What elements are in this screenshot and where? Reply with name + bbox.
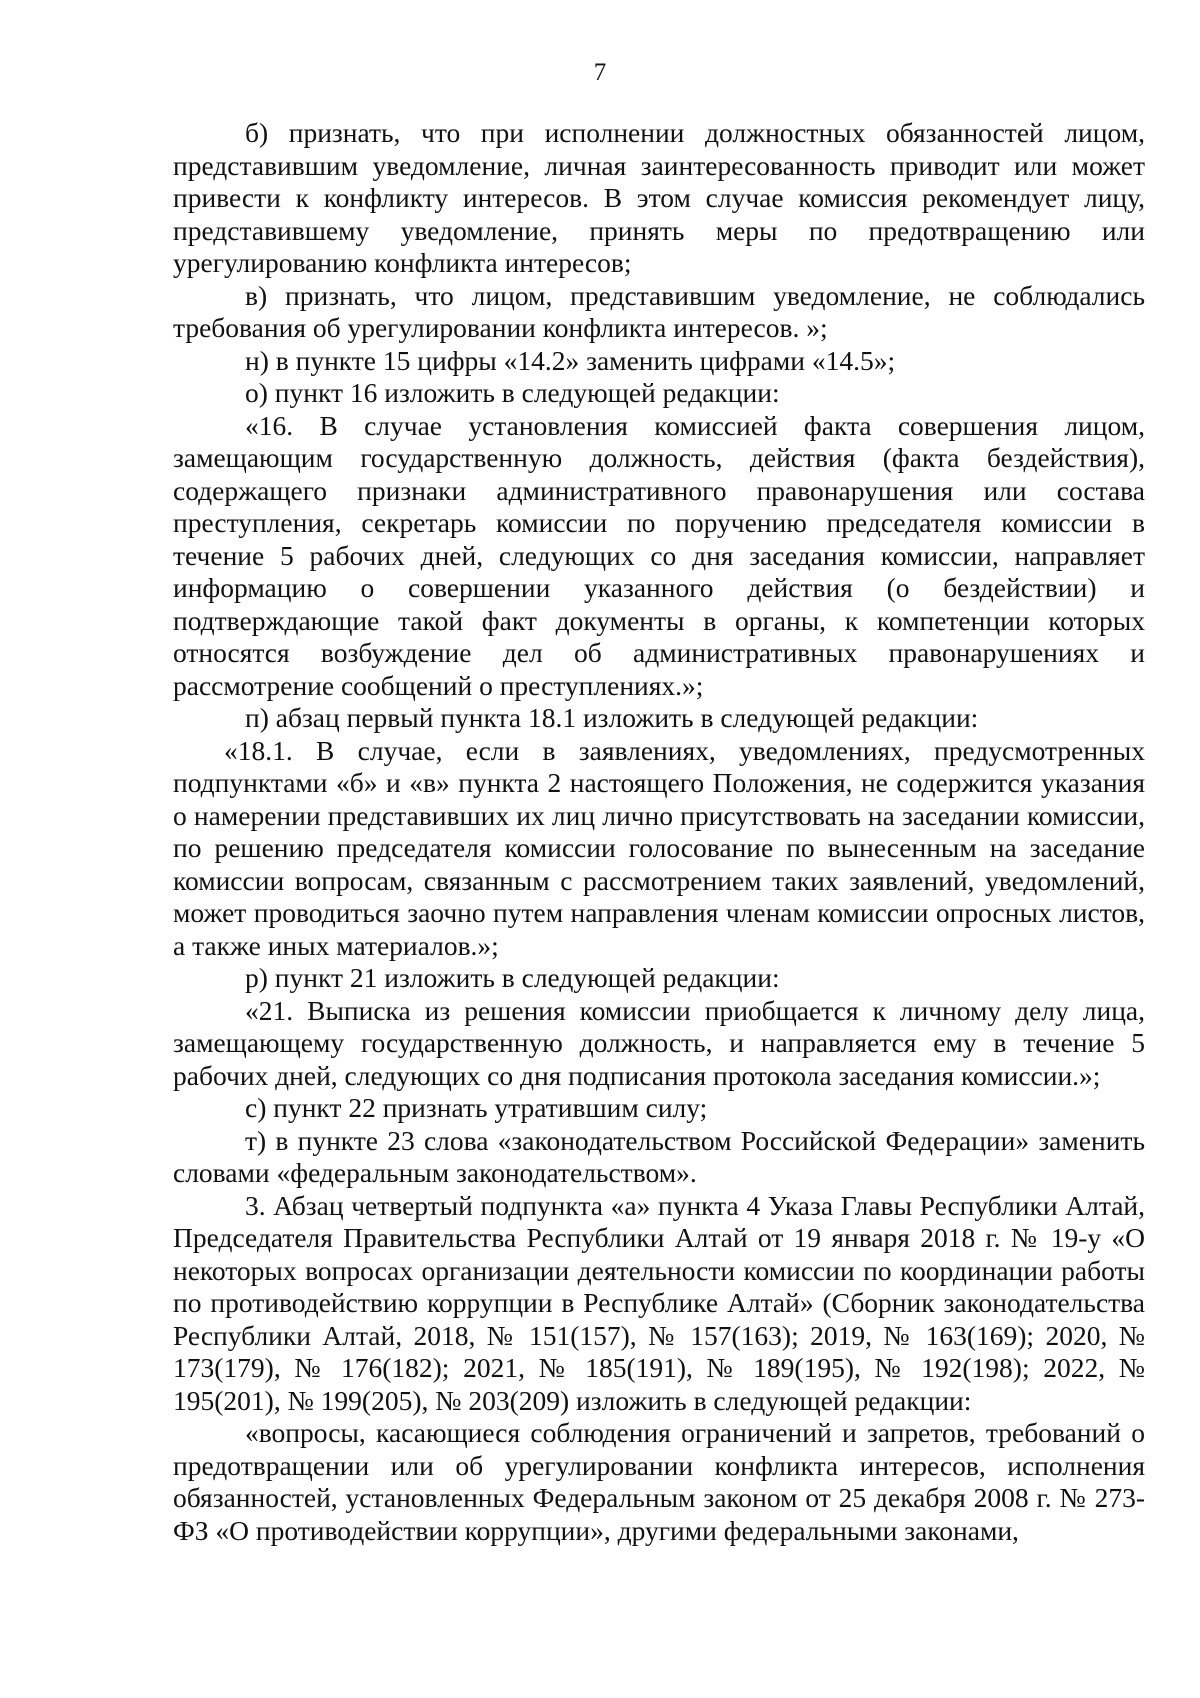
paragraph-section-3: 3. Абзац четвертый подпункта «а» пункта 4 Указа Главы Республики Алтай, Председателя Правительства Республики Алтай от 19 января 2018 г. № 19-у «О некоторых вопросах организации деятельности комиссии по координации работы по противодействию коррупции в Республике Алтай» (Сборник законодательства Республики Алтай, 2018, № 151(157), № 157(163); 2019, № 163(169); 2020, № 173(179), № 176(182); 2021, № 185(191), № 189(195), № 192(198); 2022, № 195(201), № 199(205), № 203(209) изложить в следующей редакции: [173,1189,1145,1416]
page-number: 7 [593,59,607,86]
paragraph-item-b: б) признать, что при исполнении должностных обязанностей лицом, представившим уведомление, личная заинтересованность приводит или может привести к конфликту интересов. В этом случае комиссия рекомендует лицу, представившему уведомление, принять меры по предотвращению или урегулированию конфликта интересов; [173,117,1145,278]
paragraph-item-n: н) в пункте 15 цифры «14.2» заменить цифрами «14.5»; [245,344,896,376]
paragraph-item-o: о) пункт 16 изложить в следующей редакции: [245,377,780,408]
paragraph-item-s: с) пункт 22 признать утратившим силу; [245,1092,708,1123]
paragraph-item-v: в) признать, что лицом, представившим уведомление, не соблюдались требования об урегулировании конфликта интересов. »; [173,279,1145,343]
paragraph-quoted-text: «вопросы, касающиеся соблюдения ограничений и запретов, требований о предотвращении или об урегулировании конфликта интересов, исполнения обязанностей, установленных Федеральным законом от 25 декабря 2008 г. № 273-ФЗ «О противодействии коррупции», другими федеральными законами, [173,1417,1145,1546]
paragraph-point-21: «21. Выписка из решения комиссии приобщается к личному делу лица, замещающему государственную должность, и направляется ему в течение 5 рабочих дней, следующих со дня подписания протокола заседания комиссии.»; [173,994,1145,1091]
paragraph-point-18-1: «18.1. В случае, если в заявлениях, уведомлениях, предусмотренных подпунктами «б» и «в» пункта 2 настоящего Положения, не содержится указания о намерении представивших их лиц лично присутствовать на заседании комиссии, по решению председателя комиссии голосование по вынесенным на заседание комиссии вопросам, связанным с рассмотрением таких заявлений, уведомлений, может проводиться заочно путем направления членам комиссии опросных листов, а также иных материалов.»; [173,734,1145,961]
paragraph-point-16: «16. В случае установления комиссией факта совершения лицом, замещающим государственную должность, действия (факта бездействия), содержащего признаки административного правонарушения или состава преступления, секретарь комиссии по поручению председателя комиссии в течение 5 рабочих дней, следующих со дня заседания комиссии, направляет информацию о совершении указанного действия (о бездействии) и подтверждающие такой факт документы в органы, к компетенции которых относятся возбуждение дел об административных правонарушениях и рассмотрение сообщений о преступлениях.»; [173,409,1145,701]
paragraph-item-p: п) абзац первый пункта 18.1 изложить в следующей редакции: [245,702,979,733]
document-body [173,117,1145,1547]
paragraph-item-t: т) в пункте 23 слова «законодательством Российской Федерации» заменить словами «федеральным законодательством». [173,1124,1145,1188]
paragraph-item-r: р) пункт 21 изложить в следующей редакции: [245,962,780,993]
